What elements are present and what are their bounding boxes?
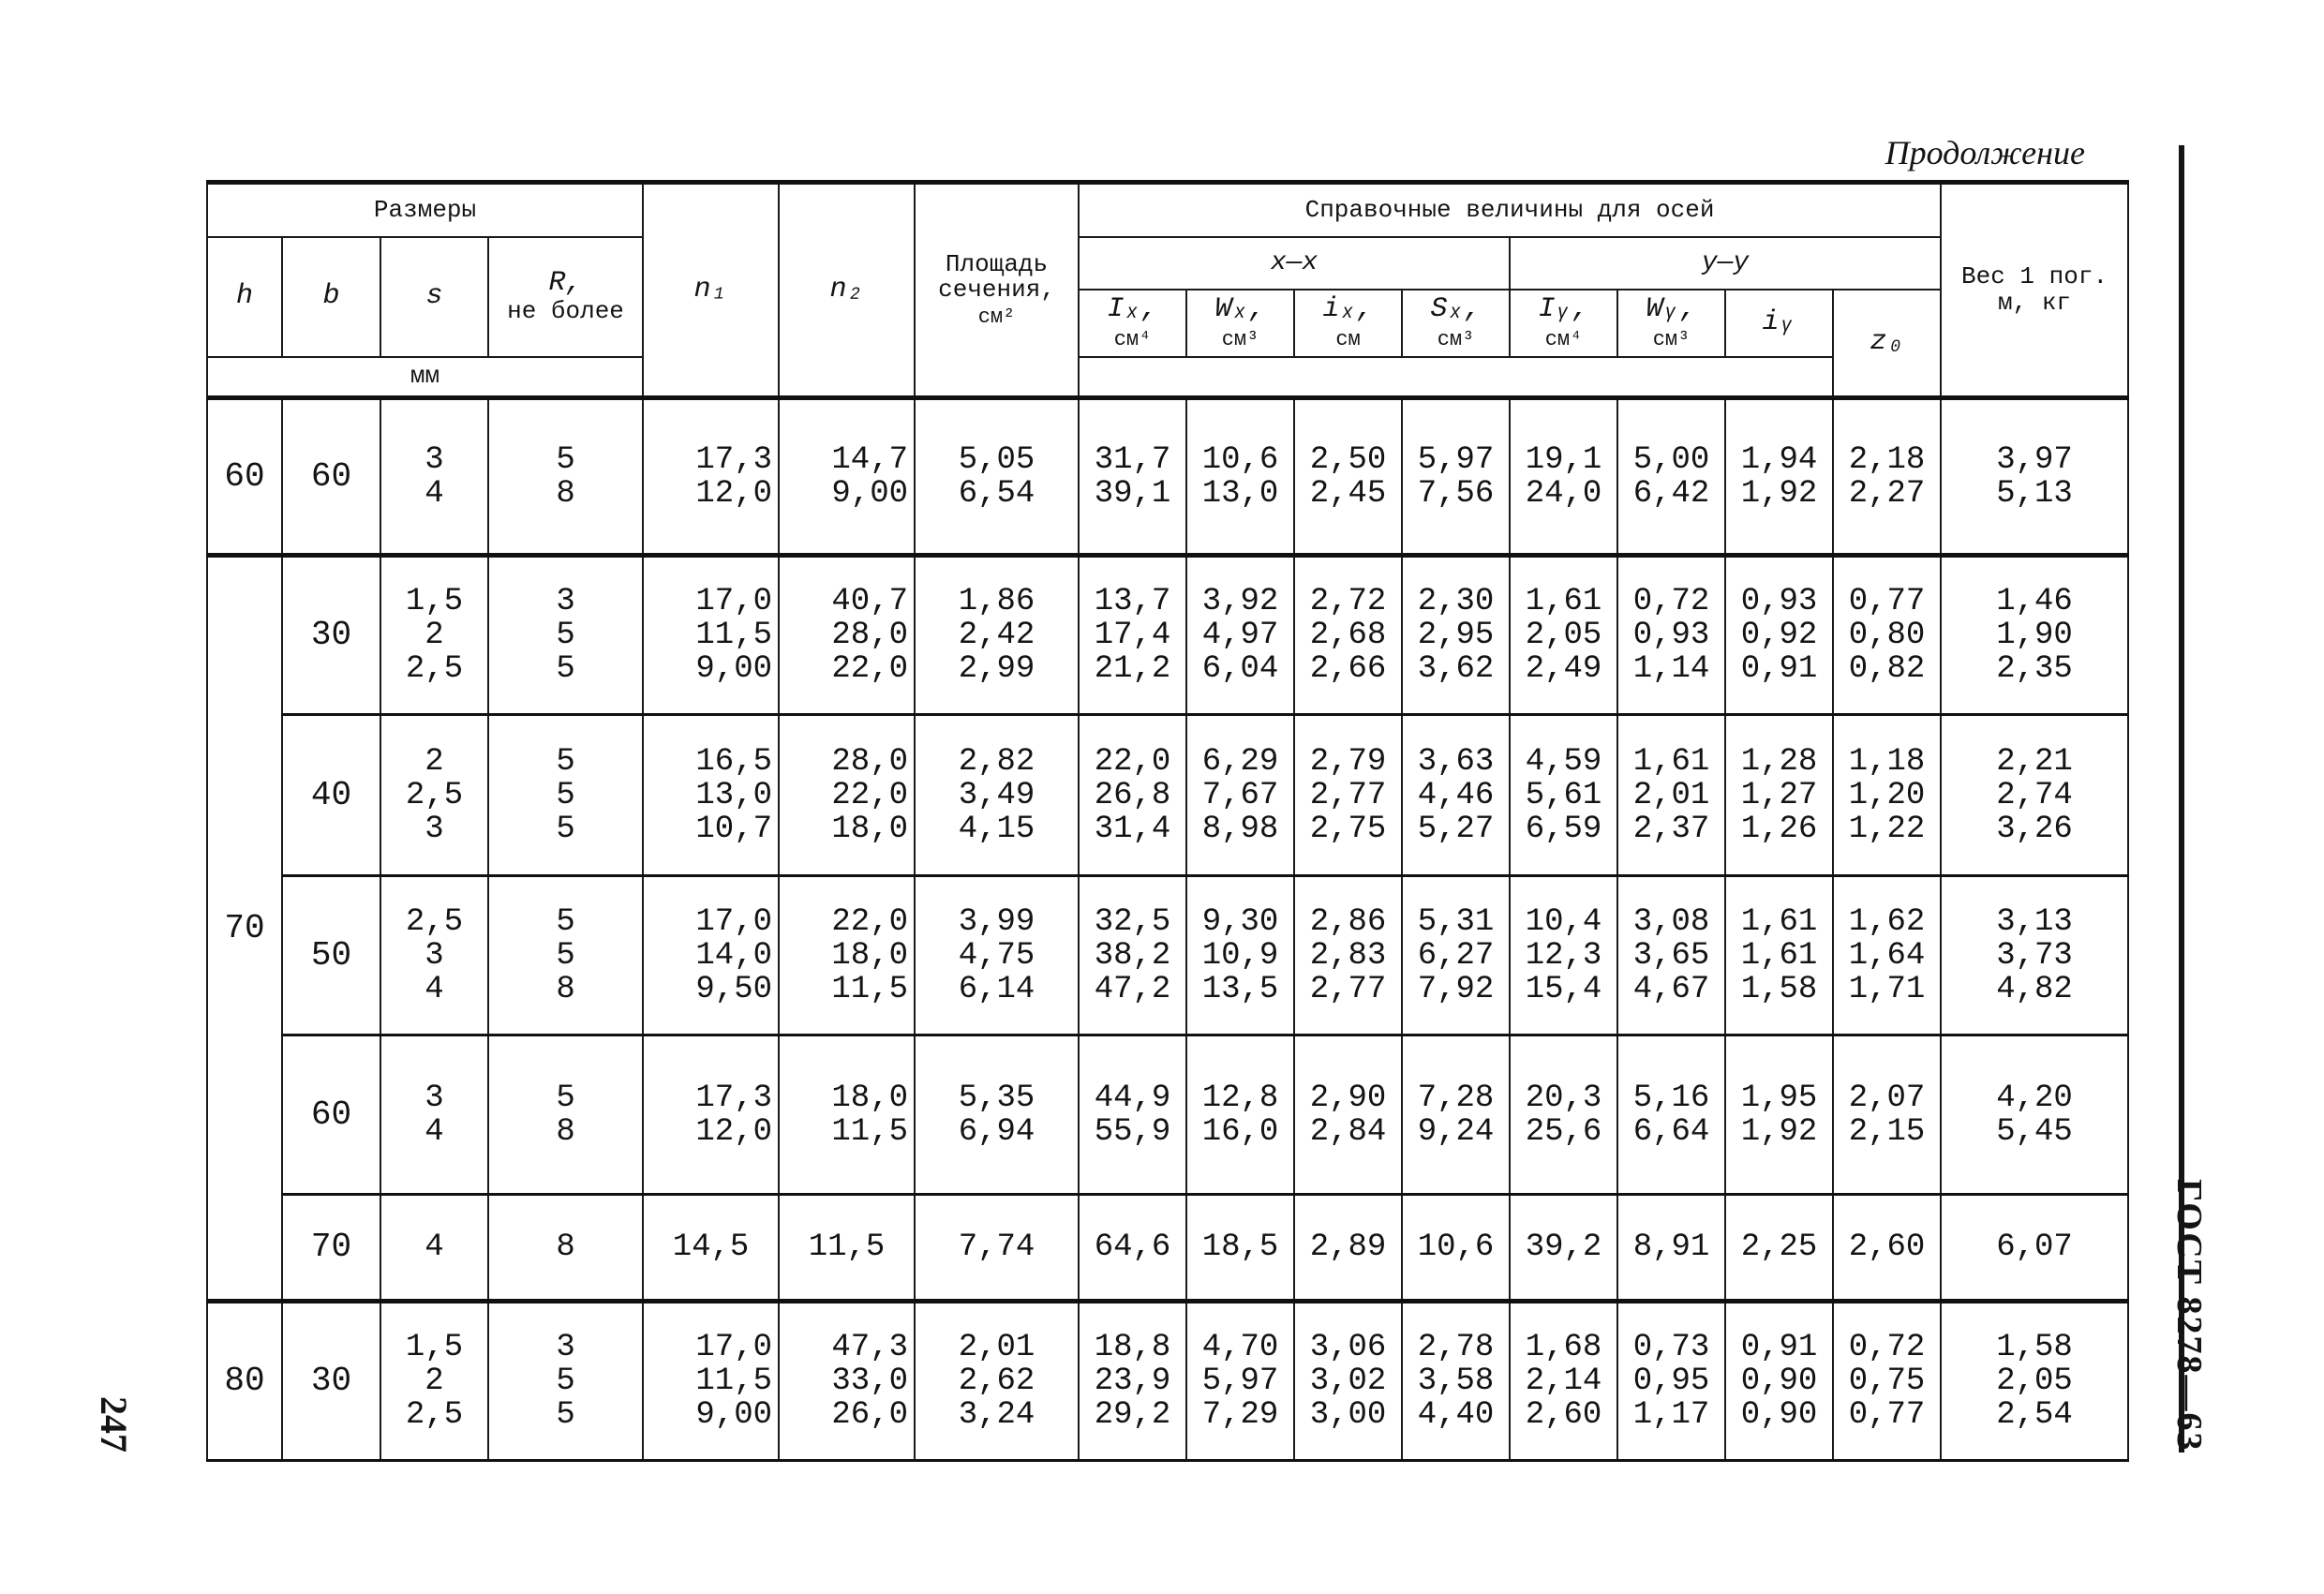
cell-b: 50 (282, 876, 380, 1035)
cell-wx: 9,30 10,9 13,5 (1186, 876, 1294, 1035)
cell-n1: 17,3 12,0 (643, 398, 779, 556)
continuation-label: Продолжение (1885, 134, 2085, 171)
cell-wx: 3,92 4,97 6,04 (1186, 556, 1294, 715)
wx-label: Wₓ, (1214, 293, 1266, 326)
cell-area: 1,86 2,42 2,99 (915, 556, 1079, 715)
cell-n1: 17,0 11,5 9,00 (643, 1302, 779, 1461)
cell-r: 3 5 5 (488, 1302, 643, 1461)
cell-wx: 6,29 7,67 8,98 (1186, 715, 1294, 876)
table-row (207, 876, 2128, 1035)
cell-ix-radius: 3,06 3,02 3,00 (1294, 1302, 1402, 1461)
cell-wy: 5,00 6,42 (1617, 398, 1725, 556)
cell-s: 4 (380, 1195, 488, 1302)
cell-n2: 47,3 33,0 26,0 (779, 1302, 915, 1461)
cell-weight: 4,20 5,45 (1941, 1035, 2128, 1195)
area-header (915, 183, 1079, 398)
wy-unit: см³ (1652, 327, 1691, 351)
cell-iy-radius: 0,93 0,92 0,91 (1725, 556, 1833, 715)
cell-ix: 64,6 (1079, 1195, 1186, 1302)
cell-ix-radius: 2,90 2,84 (1294, 1035, 1402, 1195)
cell-b: 70 (282, 1195, 380, 1302)
cell-iy: 39,2 (1510, 1195, 1617, 1302)
cell-area: 2,82 3,49 4,15 (915, 715, 1079, 876)
cell-n2: 22,0 18,0 11,5 (779, 876, 915, 1035)
cell-wx: 18,5 (1186, 1195, 1294, 1302)
r-header (488, 237, 643, 357)
cell-iy-radius: 1,95 1,92 (1725, 1035, 1833, 1195)
cell-s: 1,5 2 2,5 (380, 556, 488, 715)
cell-ix-radius: 2,86 2,83 2,77 (1294, 876, 1402, 1035)
cell-ix: 31,7 39,1 (1079, 398, 1186, 556)
n2-header: n₂ (779, 183, 915, 398)
cell-iy-radius: 2,25 (1725, 1195, 1833, 1302)
cell-s: 2,5 3 4 (380, 876, 488, 1035)
wx-header (1186, 290, 1294, 357)
area-unit: см² (977, 305, 1016, 330)
table-row (207, 1302, 2128, 1461)
cell-n1: 17,0 11,5 9,00 (643, 556, 779, 715)
cell-r: 5 5 5 (488, 715, 643, 876)
cell-area: 5,35 6,94 (915, 1035, 1079, 1195)
cell-z0: 1,18 1,20 1,22 (1833, 715, 1941, 876)
sx-unit: см³ (1437, 327, 1475, 351)
cell-area: 2,01 2,62 3,24 (915, 1302, 1079, 1461)
cell-wy: 0,73 0,95 1,17 (1617, 1302, 1725, 1461)
cell-iy-radius: 1,28 1,27 1,26 (1725, 715, 1833, 876)
cell-s: 3 4 (380, 398, 488, 556)
cell-b: 30 (282, 1302, 380, 1461)
cell-b: 60 (282, 1035, 380, 1195)
cell-n2: 40,7 28,0 22,0 (779, 556, 915, 715)
sx-header (1402, 290, 1510, 357)
cell-sx: 2,30 2,95 3,62 (1402, 556, 1510, 715)
ix-radius-header (1294, 290, 1402, 357)
axis-xx-header: x—x (1079, 237, 1510, 290)
cell-area: 5,05 6,54 (915, 398, 1079, 556)
ix-unit: см⁴ (1113, 327, 1152, 351)
cell-sx: 2,78 3,58 4,40 (1402, 1302, 1510, 1461)
cell-weight: 1,46 1,90 2,35 (1941, 556, 2128, 715)
cell-iy: 1,68 2,14 2,60 (1510, 1302, 1617, 1461)
profile-table (206, 180, 2129, 1462)
cell-n2: 18,0 11,5 (779, 1035, 915, 1195)
cell-wx: 4,70 5,97 7,29 (1186, 1302, 1294, 1461)
cell-weight: 2,21 2,74 3,26 (1941, 715, 2128, 876)
cell-b: 30 (282, 556, 380, 715)
cell-b: 40 (282, 715, 380, 876)
z0-header: z₀ (1833, 290, 1941, 398)
table-row (207, 1195, 2128, 1302)
cell-r: 5 8 (488, 1035, 643, 1195)
cell-wy: 0,72 0,93 1,14 (1617, 556, 1725, 715)
cell-iy-radius: 1,94 1,92 (1725, 398, 1833, 556)
table-row (207, 398, 2128, 556)
cell-ix: 44,9 55,9 (1079, 1035, 1186, 1195)
iy-header (1510, 290, 1617, 357)
cell-iy-radius: 1,61 1,61 1,58 (1725, 876, 1833, 1035)
cell-sx: 5,31 6,27 7,92 (1402, 876, 1510, 1035)
standard-label: ГОСТ 8278—63 (2169, 1179, 2209, 1452)
cell-h: 70 (207, 556, 282, 1302)
cell-z0: 0,77 0,80 0,82 (1833, 556, 1941, 715)
cell-r: 8 (488, 1195, 643, 1302)
cell-wx: 12,8 16,0 (1186, 1035, 1294, 1195)
table-row (207, 556, 2128, 715)
b-header: b (282, 237, 380, 357)
mm-unit-header: мм (207, 357, 643, 398)
cell-r: 5 8 (488, 398, 643, 556)
cell-iy: 1,61 2,05 2,49 (1510, 556, 1617, 715)
iy-unit: см⁴ (1544, 327, 1583, 351)
cell-iy-radius: 0,91 0,90 0,90 (1725, 1302, 1833, 1461)
cell-ix-radius: 2,72 2,68 2,66 (1294, 556, 1402, 715)
cell-z0: 2,18 2,27 (1833, 398, 1941, 556)
cell-ix-radius: 2,89 (1294, 1195, 1402, 1302)
wx-unit: см³ (1221, 327, 1259, 351)
reference-group-header: Справочные величины для осей (1079, 183, 1941, 237)
cell-r: 5 5 8 (488, 876, 643, 1035)
area-label: Площадь сечения, (938, 249, 1055, 304)
iy-label: Iᵧ, (1538, 293, 1589, 326)
cell-wx: 10,6 13,0 (1186, 398, 1294, 556)
sx-label: Sₓ, (1430, 293, 1482, 326)
ix-radius-unit: см (1335, 327, 1361, 351)
cell-sx: 10,6 (1402, 1195, 1510, 1302)
cell-sx: 3,63 4,46 5,27 (1402, 715, 1510, 876)
ix-header (1079, 290, 1186, 357)
wy-header (1617, 290, 1725, 357)
cell-weight: 1,58 2,05 2,54 (1941, 1302, 2128, 1461)
cell-wy: 8,91 (1617, 1195, 1725, 1302)
cell-iy: 10,4 12,3 15,4 (1510, 876, 1617, 1035)
sizes-group-header: Размеры (207, 183, 643, 237)
cell-weight: 6,07 (1941, 1195, 2128, 1302)
cell-wy: 1,61 2,01 2,37 (1617, 715, 1725, 876)
cell-h: 80 (207, 1302, 282, 1461)
cell-n2: 11,5 (779, 1195, 915, 1302)
cell-sx: 5,97 7,56 (1402, 398, 1510, 556)
r-sublabel: не более (507, 296, 624, 325)
weight-header: Вес 1 пог. м, кг (1941, 183, 2128, 398)
cell-iy: 4,59 5,61 6,59 (1510, 715, 1617, 876)
cell-area: 7,74 (915, 1195, 1079, 1302)
axis-yy-header: y—y (1510, 237, 1941, 290)
page-number: 247 (93, 1396, 135, 1452)
cell-area: 3,99 4,75 6,14 (915, 876, 1079, 1035)
cell-n1: 17,0 14,0 9,50 (643, 876, 779, 1035)
cell-z0: 2,07 2,15 (1833, 1035, 1941, 1195)
cell-z0: 1,62 1,64 1,71 (1833, 876, 1941, 1035)
cell-s: 2 2,5 3 (380, 715, 488, 876)
cell-ix-radius: 2,50 2,45 (1294, 398, 1402, 556)
cell-ix: 13,7 17,4 21,2 (1079, 556, 1186, 715)
cell-z0: 2,60 (1833, 1195, 1941, 1302)
cell-wy: 3,08 3,65 4,67 (1617, 876, 1725, 1035)
cell-n1: 14,5 (643, 1195, 779, 1302)
cell-h: 60 (207, 398, 282, 556)
cell-ix: 22,0 26,8 31,4 (1079, 715, 1186, 876)
ix-radius-label: iₓ, (1322, 293, 1374, 326)
cell-s: 1,5 2 2,5 (380, 1302, 488, 1461)
cell-n2: 28,0 22,0 18,0 (779, 715, 915, 876)
cell-wy: 5,16 6,64 (1617, 1035, 1725, 1195)
cell-s: 3 4 (380, 1035, 488, 1195)
cell-iy: 19,1 24,0 (1510, 398, 1617, 556)
table-row (207, 1035, 2128, 1195)
h-header: h (207, 237, 282, 357)
iy-radius-header: iᵧ (1725, 290, 1833, 357)
cell-iy: 20,3 25,6 (1510, 1035, 1617, 1195)
table-row (207, 715, 2128, 876)
n1-header: n₁ (643, 183, 779, 398)
cell-n1: 17,3 12,0 (643, 1035, 779, 1195)
cell-n1: 16,5 13,0 10,7 (643, 715, 779, 876)
s-header: s (380, 237, 488, 357)
ix-label: Iₓ, (1107, 293, 1158, 326)
cell-z0: 0,72 0,75 0,77 (1833, 1302, 1941, 1461)
cell-weight: 3,97 5,13 (1941, 398, 2128, 556)
cell-sx: 7,28 9,24 (1402, 1035, 1510, 1195)
cell-r: 3 5 5 (488, 556, 643, 715)
cell-n2: 14,7 9,00 (779, 398, 915, 556)
cell-weight: 3,13 3,73 4,82 (1941, 876, 2128, 1035)
cell-ix: 32,5 38,2 47,2 (1079, 876, 1186, 1035)
cell-ix: 18,8 23,9 29,2 (1079, 1302, 1186, 1461)
r-label: R, (548, 267, 583, 300)
cell-ix-radius: 2,79 2,77 2,75 (1294, 715, 1402, 876)
cell-b: 60 (282, 398, 380, 556)
wy-label: Wᵧ, (1646, 293, 1697, 326)
